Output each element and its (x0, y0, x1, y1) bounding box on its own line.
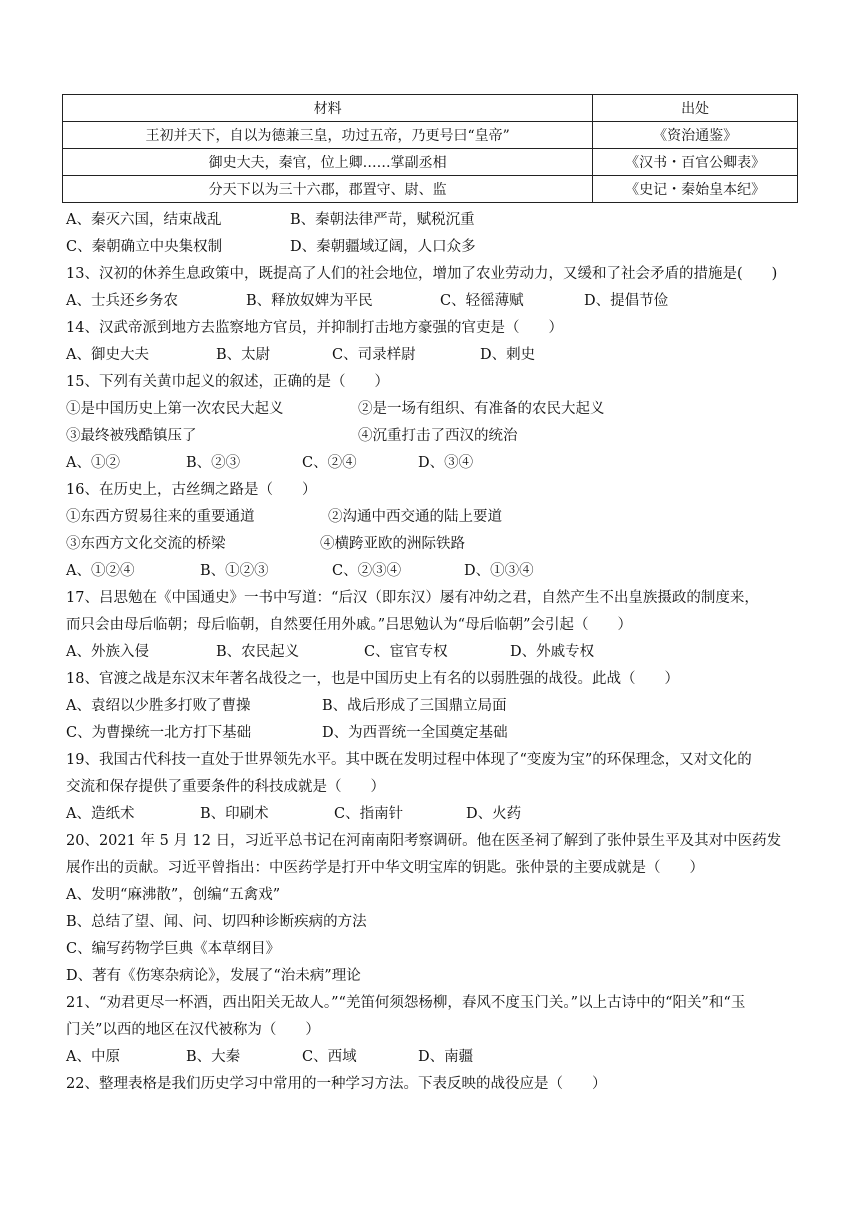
table-row (63, 122, 798, 149)
q21-options (66, 1047, 473, 1067)
q14-option-c[interactable]: C、司录样尉 (332, 347, 416, 363)
table-cell-material: 御史大夫，秦官，位上卿……掌副丞相 (63, 149, 593, 176)
table-header-row (63, 95, 798, 122)
q16-items-row2 (66, 534, 465, 554)
q13-option-a[interactable]: A、士兵还乡务农 (66, 293, 178, 309)
q13-option-d[interactable]: D、提倡节俭 (584, 293, 669, 309)
table-cell-source: 《史记・秦始皇本纪》 (593, 176, 798, 203)
q15-options (66, 453, 473, 473)
q18-options-row1 (66, 696, 507, 716)
q16-item-1: ①东西方贸易往来的重要通道 (66, 509, 255, 525)
q16-options (66, 561, 534, 581)
q13-options (66, 291, 668, 311)
q15-item-2: ②是一场有组织、有准备的农民大起义 (358, 401, 605, 417)
table-header-source: 出处 (593, 95, 798, 122)
q16-option-a[interactable]: A、①②④ (66, 563, 135, 579)
q21-stem-line2: 门关”以西的地区在汉代被称为（ ） (66, 1022, 320, 1038)
q17-options (66, 642, 594, 662)
q12-option-b[interactable]: B、秦朝法律严苛，赋税沉重 (290, 212, 475, 228)
table-cell-source: 《资治通鉴》 (593, 122, 798, 149)
q17-stem-line1: 17、吕思勉在《中国通史》一书中写道：“后汉（即东汉）屡有冲幼之君，自然产生不出皇族摄政的制度来， (66, 590, 759, 606)
q20-option-c[interactable]: C、编写药物学巨典《本草纲目》 (66, 941, 281, 957)
q20-option-b[interactable]: B、总结了望、闻、问、切四种诊断疾病的方法 (66, 914, 367, 930)
q17-stem-line2: 而只会由母后临朝；母后临朝，自然要任用外戚。”吕思勉认为“母后临朝”会引起（ ） (66, 617, 632, 633)
q13-option-b[interactable]: B、释放奴婢为平民 (246, 293, 373, 309)
source-table (62, 94, 798, 203)
q15-option-b[interactable]: B、②③ (186, 455, 241, 471)
q19-stem-line2: 交流和保存提供了重要条件的科技成就是（ ） (66, 779, 385, 795)
q15-option-d[interactable]: D、③④ (418, 455, 474, 471)
table-cell-material: 王初并天下，自以为德兼三皇，功过五帝，乃更号曰“皇帝” (63, 122, 593, 149)
q15-option-a[interactable]: A、①② (66, 455, 120, 471)
q18-option-d[interactable]: D、为西晋统一全国奠定基础 (322, 725, 508, 741)
q12-option-a[interactable]: A、秦灭六国，结束战乱 (66, 212, 222, 228)
q13-option-c[interactable]: C、轻徭薄赋 (440, 293, 524, 309)
q15-item-3: ③最终被残酷镇压了 (66, 428, 197, 444)
q20-stem-line1: 20、2021 年 5 月 12 日，习近平总书记在河南南阳考察调研。他在医圣祠了解到了张仲景生平及其对中医药发 (66, 833, 782, 849)
q20-option-a[interactable]: A、发明“麻沸散”，创编“五禽戏” (66, 887, 281, 903)
q14-option-b[interactable]: B、太尉 (216, 347, 271, 363)
q19-option-c[interactable]: C、指南针 (334, 806, 404, 822)
q12-option-c[interactable]: C、秦朝确立中央集权制 (66, 239, 223, 255)
q20-stem-line2: 展作出的贡献。习近平曾指出：中医药学是打开中华文明宝库的钥匙。张仲景的主要成就是（ ） (66, 860, 704, 876)
q14-option-d[interactable]: D、刺史 (480, 347, 536, 363)
q16-option-d[interactable]: D、①③④ (464, 563, 534, 579)
table-row (63, 176, 798, 203)
q21-stem-line1: 21、“劝君更尽一杯酒，西出阳关无故人。”“羌笛何须怨杨柳，春风不度玉门关。”以上古诗中的“阳关”和“玉 (66, 995, 746, 1011)
q19-stem-line1: 19、我国古代科技一直处于世界领先水平。其中既在发明过程中体现了“变废为宝”的环保理念，又对文化的 (66, 752, 752, 768)
q14-option-a[interactable]: A、御史大夫 (66, 347, 149, 363)
q19-options (66, 804, 521, 824)
q15-item-1: ①是中国历史上第一次农民大起义 (66, 401, 284, 417)
q17-option-a[interactable]: A、外族入侵 (66, 644, 149, 660)
q12-options-row1 (66, 210, 475, 230)
q15-items-row1 (66, 399, 605, 419)
q21-option-b[interactable]: B、大秦 (186, 1049, 241, 1065)
q22-stem: 22、整理表格是我们历史学习中常用的一种学习方法。下表反映的战役应是（ ） (66, 1076, 607, 1092)
q15-item-4: ④沉重打击了西汉的统治 (358, 428, 518, 444)
q16-option-b[interactable]: B、①②③ (200, 563, 269, 579)
q17-option-b[interactable]: B、农民起义 (216, 644, 300, 660)
q14-options (66, 345, 535, 365)
q16-item-2: ②沟通中西交通的陆上要道 (328, 509, 502, 525)
q18-option-c[interactable]: C、为曹操统一北方打下基础 (66, 725, 252, 741)
q19-option-a[interactable]: A、造纸术 (66, 806, 135, 822)
q19-option-b[interactable]: B、印刷术 (200, 806, 269, 822)
q21-option-c[interactable]: C、西域 (302, 1049, 357, 1065)
q15-items-row2 (66, 426, 518, 446)
q19-option-d[interactable]: D、火药 (466, 806, 522, 822)
q13-stem: 13、汉初的休养生息政策中，既提高了人们的社会地位，增加了农业劳动力，又缓和了社会矛盾的措施是( ) (66, 266, 778, 282)
q16-item-3: ③东西方文化交流的桥梁 (66, 536, 226, 552)
q16-items-row1 (66, 507, 502, 527)
q21-option-d[interactable]: D、南疆 (418, 1049, 474, 1065)
q15-option-c[interactable]: C、②④ (302, 455, 357, 471)
q20-option-d[interactable]: D、著有《伤寒杂病论》，发展了“治未病”理论 (66, 968, 361, 984)
table-cell-source: 《汉书・百官公卿表》 (593, 149, 798, 176)
q17-option-d[interactable]: D、外戚专权 (510, 644, 595, 660)
q17-option-c[interactable]: C、宦官专权 (364, 644, 448, 660)
q12-option-d[interactable]: D、秦朝疆域辽阔，人口众多 (290, 239, 476, 255)
q14-stem: 14、汉武帝派到地方去监察地方官员，并抑制打击地方豪强的官吏是（ ） (66, 320, 563, 336)
q12-options-row2 (66, 237, 476, 257)
q18-options-row2 (66, 723, 508, 743)
q16-option-c[interactable]: C、②③④ (332, 563, 402, 579)
q18-stem: 18、官渡之战是东汉末年著名战役之一，也是中国历史上有名的以弱胜强的战役。此战（ ） (66, 671, 679, 687)
q18-option-a[interactable]: A、袁绍以少胜多打败了曹操 (66, 698, 251, 714)
table-row (63, 149, 798, 176)
q15-stem: 15、下列有关黄巾起义的叙述，正确的是（ ） (66, 374, 389, 390)
table-cell-material: 分天下以为三十六郡，郡置守、尉、监 (63, 176, 593, 203)
q16-stem: 16、在历史上，古丝绸之路是（ ） (66, 482, 317, 498)
q18-option-b[interactable]: B、战后形成了三国鼎立局面 (322, 698, 507, 714)
q16-item-4: ④横跨亚欧的洲际铁路 (320, 536, 465, 552)
q21-option-a[interactable]: A、中原 (66, 1049, 120, 1065)
table-header-material: 材料 (63, 95, 593, 122)
